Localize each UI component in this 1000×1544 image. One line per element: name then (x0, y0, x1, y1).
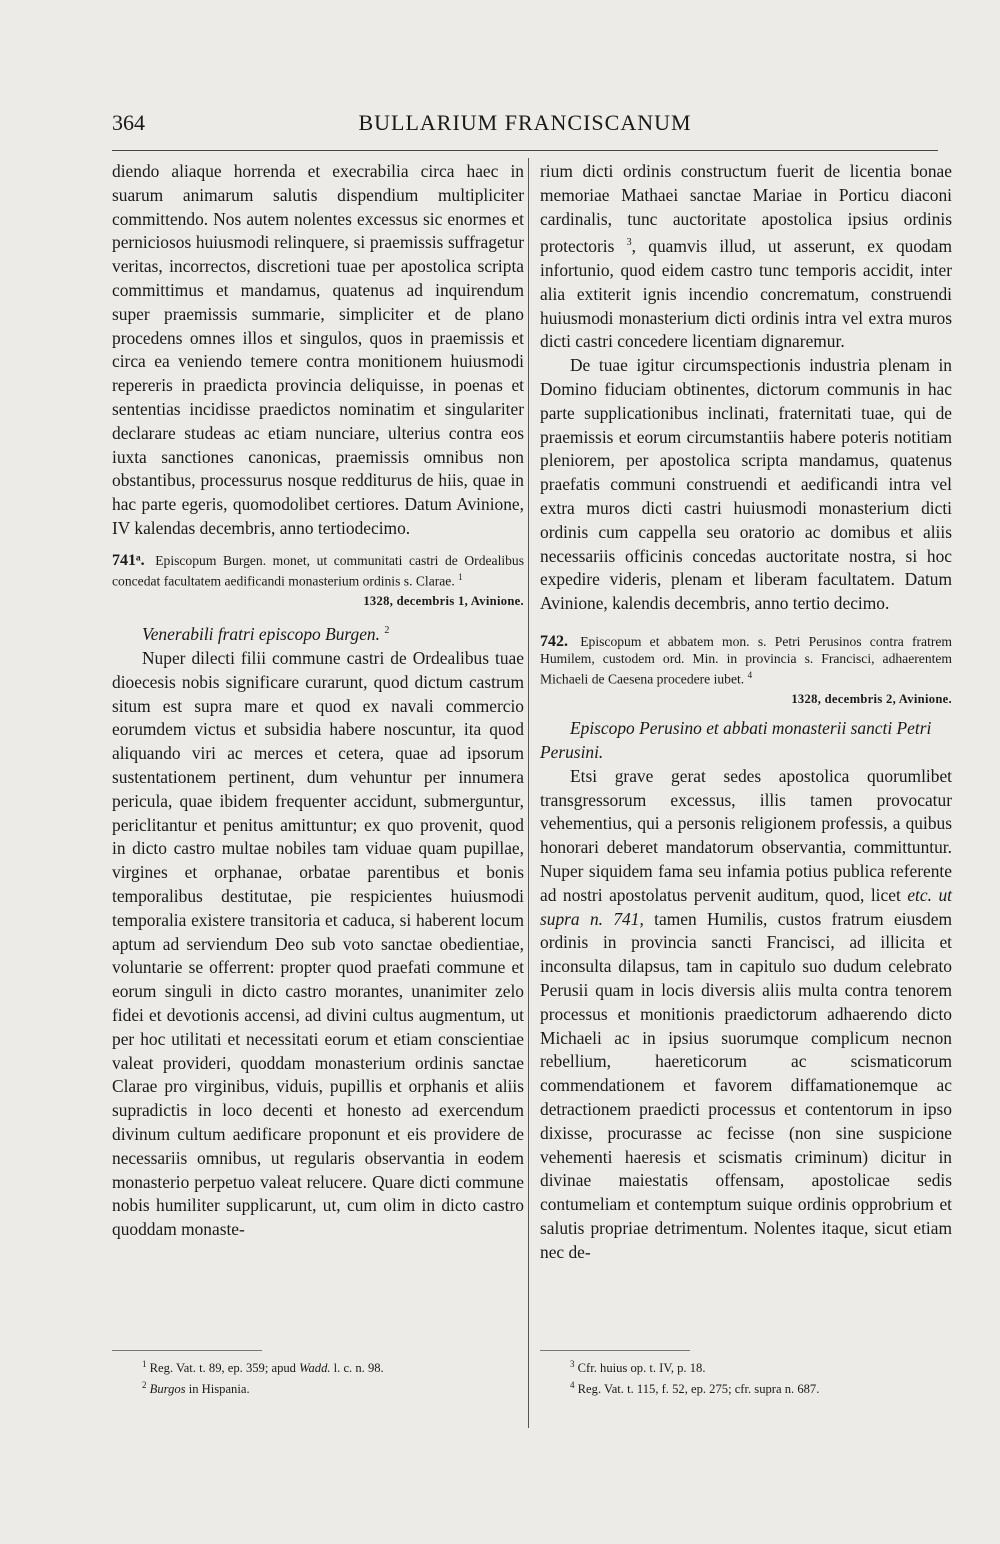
column-divider (528, 158, 529, 1428)
footnote-ref: 1 (458, 572, 463, 583)
address-text: Venerabili fratri episcopo Burgen. (142, 624, 380, 645)
dateline: 1328, decembris 1, Avinione. (363, 594, 524, 609)
footnote: $^2$ Burgos in Hispania. (142, 1380, 250, 1397)
rubric-text: Episcopum Burgen. monet, ut communitati castri de Ordealibus concedat facultatem aedificandi monasterium ordinis s. Clarae. (112, 552, 525, 589)
footnote-rule (540, 1350, 690, 1351)
page-number: 364 (112, 110, 145, 135)
running-header (112, 110, 938, 150)
paragraph-text: tamen Humilis, custos fratrum eiusdem ordinis in provincia sancti Francisci, ad illicita et inconsulta dilapsus, tam in capitulo suo dudum celebrato Perusii quam in locis diversis aliis multa contra tenorem processus et monitionis praedictorum adhaerendo dicto Michaeli ac in ipsius suorumque complicum necnon rebellium, haereticorum ac scismaticorum commendationem et favorem diffamationemque ac detractionem praedicti processus et contentorum in ipso dixisse, procurasse ac fecisse (non sine suspicione vehementi haeresis et scismatis criminum) dicitur in divinae maiestatis offensam, apostolicae sedis contumeliam et contemptum suique ordinis opprobrium et salutis propriae detrimentum. Nolentes itaque, sicut etiam nec de- (540, 908, 952, 1262)
footnote-ref: 4 (747, 670, 753, 681)
dateline: 1328, decembris 2, Avinione. (791, 692, 952, 707)
running-title: BULLARIUM FRANCISCANUM (358, 110, 692, 135)
letter-paragraph: De tuae igitur circumspectionis industria plenam in Domino fiduciam obtinentes, dictorum communis in hac parte supplicationibus inclinati, fraternitati tuae, qui de praemissis et eorum circumstantiis habere poteris notitiam pleniorem, per apostolica scripta mandamus, quatenus praefatis communi construendi et aedificandi intra vel extra muros dicti castri huiusmodi monasterium dicti ordinis cum cappella seu oratorio ac domibus et aliis necessariis officinis concedas auctoritate nostra, si hoc expedire videris, plenam et liberam facultatem. Datum Avinione, kalendis decembris, anno tertio decimo. (540, 355, 952, 614)
right-paragraph-continued (540, 160, 952, 354)
document-rubric-741a (112, 553, 524, 591)
cross-reference: etc. ut supra n. 741, (540, 884, 952, 929)
paragraph-text: Etsi grave gerat sedes apostolica quorumlibet transgressorum excessus, illis tamen provocatur vehementius, qui a personis religionem professis, a quibus honorari deberet mandatorum observantia, committuntur. Nuper siquidem fama seu infamia potius publica referente ad nostri apostolatus pervenit auditum, quod, licet (540, 765, 952, 905)
footnote-ref: 3 (626, 237, 632, 249)
header-rule (112, 150, 938, 151)
document-number: 741ᵃ. (112, 551, 145, 569)
footnote-rule (112, 1350, 262, 1351)
paragraph-text: rium dicti ordinis constructum fuerit de licentia bonae memoriae Mathaei sanctae Mariae in Porticu diaconi cardinalis, tunc auctoritate apostolica ipsius ordinis protectoris (540, 161, 952, 257)
footnotes-left (112, 1356, 524, 1398)
address-line: Episcopo Perusino et abbati monasterii sancti Petri Perusini. (540, 718, 932, 763)
footnotes-right (540, 1356, 952, 1398)
footnote-ref: 2 (384, 625, 390, 637)
letter-body: Nuper dilecti filii commune castri de Ordealibus tuae dioecesis nobis significare curarunt, quod dictum castrum situm est supra mare et quod ex navali commercio eorumdem victus et subsidia habere noscuntur, ita quod aliquando viri ac merces et cetera, quae ad ipsorum sustentationem pertinent, dum vehuntur per innumera pericula, quae ibidem frequenter accidunt, submerguntur, periclitantur et penitus amittuntur; ex quo provenit, quod in dicto castro multae nobiles tam viduae quam pupillae, virgines et orphanae, orbatae parentibus et bonis temporalibus destitutae, pie respicientes huiusmodi temporalia existere transitoria et caduca, si haberent locum aptum ad serviendum Deo sub voto sanctae obedientiae, voluntarie se offerrent: propter quod praefati commune et eorum singuli in dicto castro morantes, unanimiter zelo fidei et devotionis accensi, ad divini cultus augmentum, ut per hoc utilitati et necessitati eorum et etiam conscientiae valeat provideri, quoddam monasterium ordinis sanctae Clarae pro virginibus, viduis, pupillis et orphanis et aliis supradictis in loco decenti et honesto ad exercendum divinum cultum aedificare proponunt et eis providere de necessariis omnibus, ut regularis observantia in eodem monasterio perpetuo valeat relucere. Quare dicti commune nobis humiliter supplicarunt, ut, cum olim in dicto castro quoddam monaste- (112, 648, 524, 1240)
document-number: 742. (540, 632, 568, 650)
left-column (112, 160, 524, 1242)
footnote: $^4$ Reg. Vat. t. 115, f. 52, ep. 275; cfr. supra n. 687. (570, 1380, 820, 1397)
right-column (540, 160, 952, 1265)
footnote: $^1$ Reg. Vat. t. 89, ep. 359; apud Wadd. l. c. n. 98. (142, 1359, 384, 1376)
document-rubric-742 (540, 634, 952, 688)
letter-body (540, 765, 952, 1265)
footnote-column-divider (528, 1356, 529, 1396)
left-paragraph-continued: diendo aliaque horrenda et execrabilia circa haec in suarum animarum salutis dispendium multipliciter committendo. Nos autem nolentes excessus sic enormes et perniciosos huiusmodi relinquere, si praemissis suffragetur veritas, incorrectos, discretioni tuae per apostolica scripta committimus et mandamus, quatenus ad inquirendum super praemissis summarie, simpliciter et de plano procedens omnes illos et singulos, quos in praemissis et circa ea veniendo temere contra monitionem huiusmodi repereris in praedicta provincia deliquisse, in poenas et sententias incidisse praedictos nominatim et singulariter declarare studeas ac etiam nunciare, ulterius contra eos iuxta sanctiones canonicas, praemissis omnibus non obstantibus, processurus nosque redditurus de hiis, quae in hac parte egeris, quomodolibet certiores. Datum Avinione, IV kalendas decembris, anno tertiodecimo. (112, 161, 524, 538)
footnote: $^3$ Cfr. huius op. t. IV, p. 18. (570, 1359, 706, 1376)
paragraph-text: , quamvis illud, ut asserunt, ex quodam infortunio, quod eidem castro tunc temporis accidit, inter alia extiterit ignis incendio concrematum, construendi huiusmodi monasterium dicti ordinis intra vel extra muros dicti castri concedere licentiam dignaremur. (540, 236, 952, 352)
address-line (112, 619, 524, 647)
rubric-text: Episcopum et abbatem mon. s. Petri Perusinos contra fratrem Humilem, custodem ord. Min. in provincia s. Francisci, adhaerentem Michaeli de Caesena procedere iubet. (540, 633, 952, 687)
